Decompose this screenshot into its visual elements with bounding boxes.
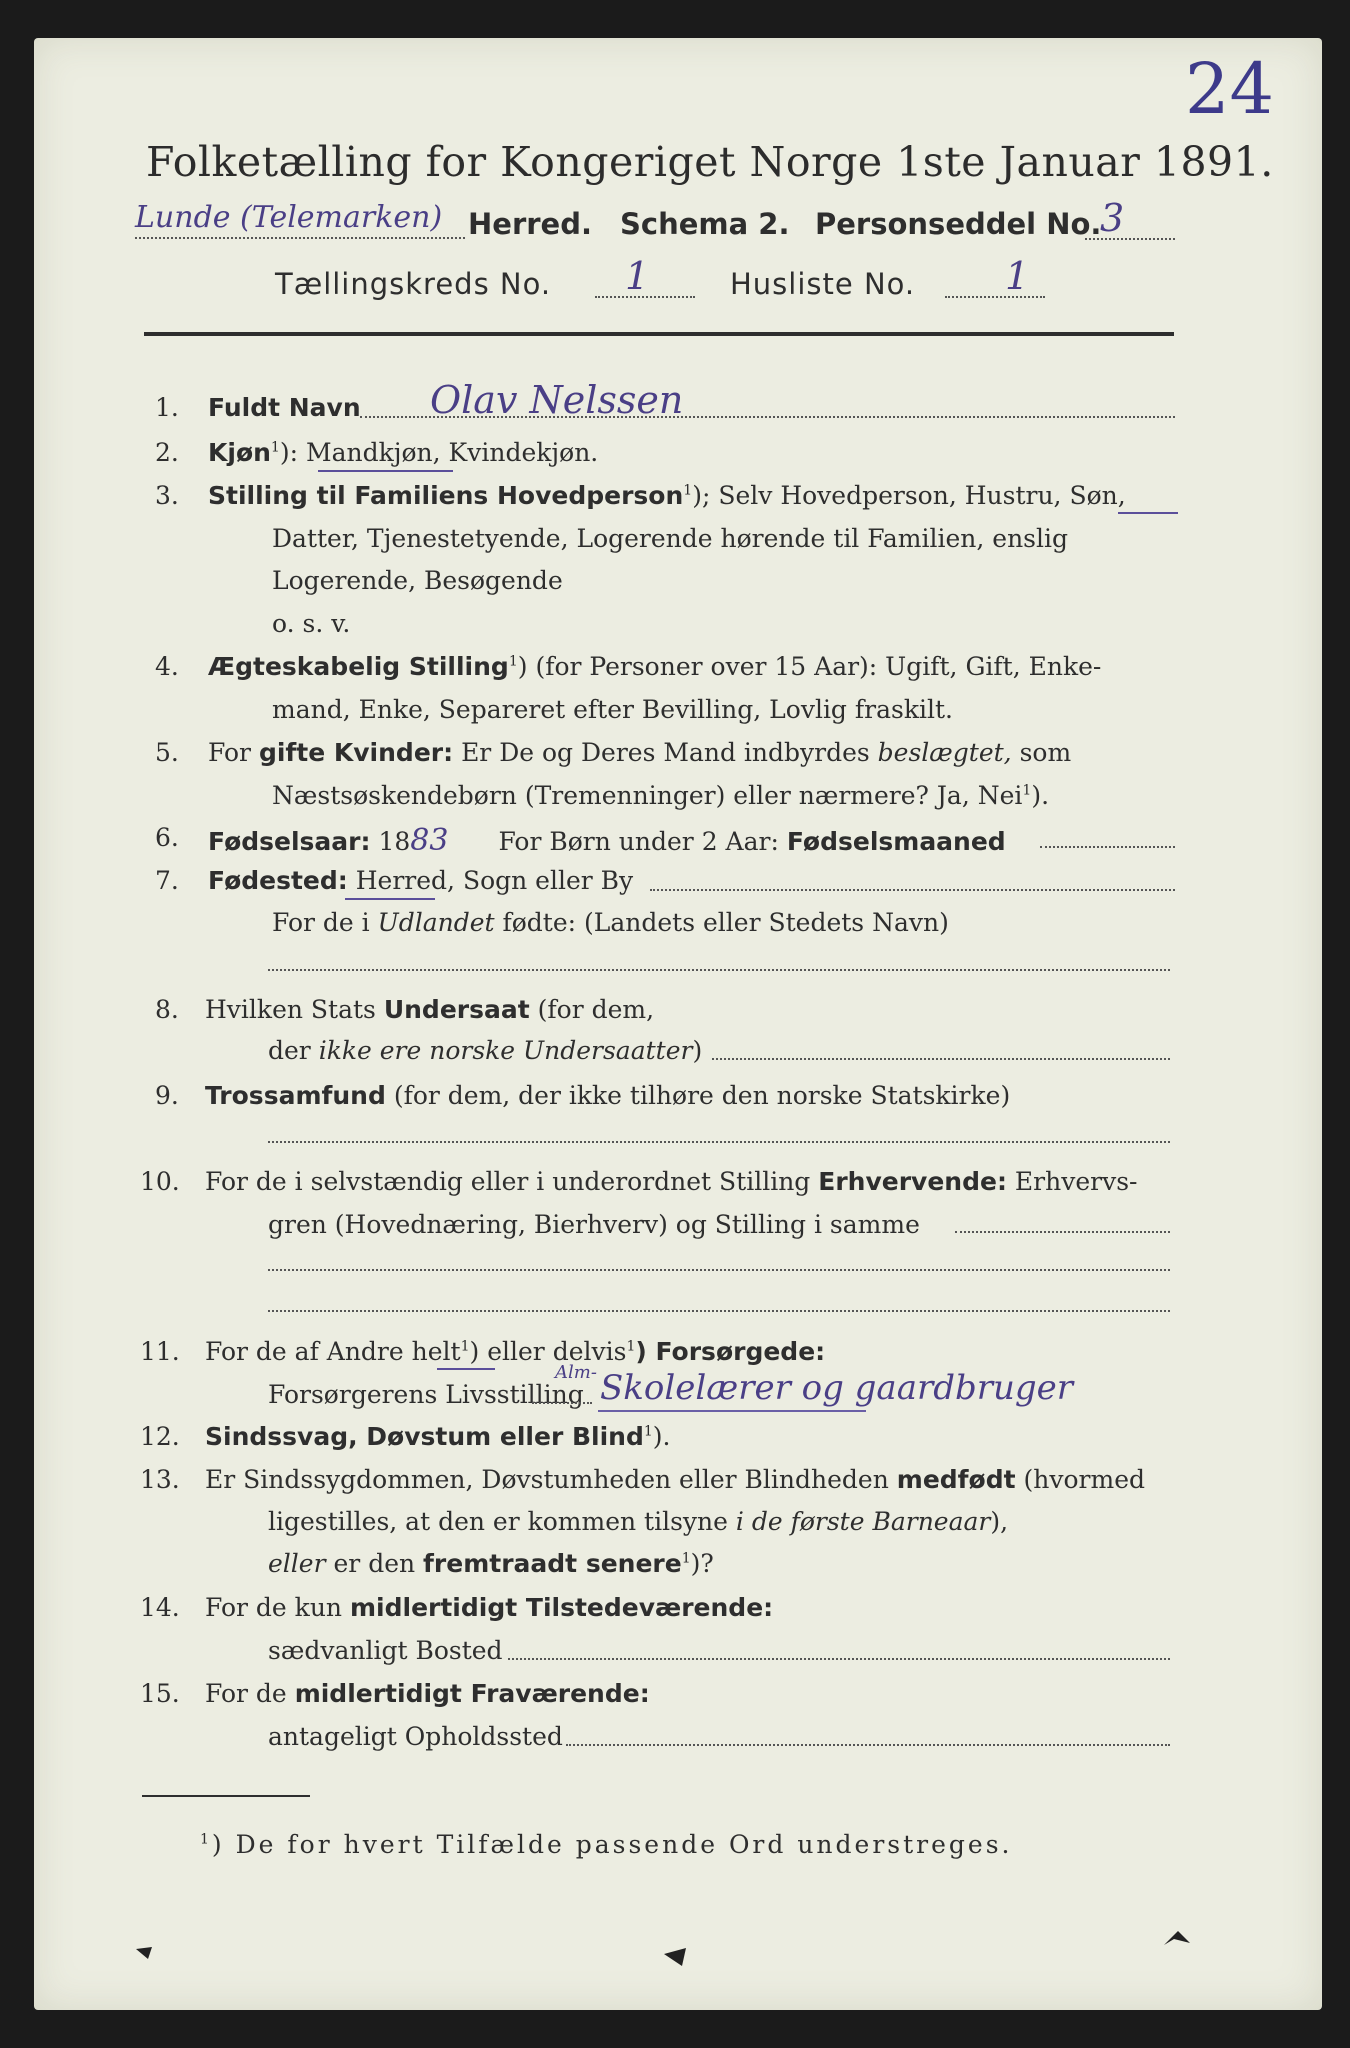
- item-11-sup-1: 1: [460, 1338, 470, 1355]
- item-15-number: 15.: [140, 1679, 180, 1708]
- item-5-line-2-text: Næstsøskendebørn (Tremenninger) eller nærmere? Ja, Nei: [272, 781, 1023, 810]
- item-1-label: Fuldt Navn: [208, 393, 361, 422]
- footnote-divider: [142, 1795, 310, 1797]
- item-2-rest: ):: [279, 438, 299, 467]
- item-8-dotted-line: [712, 1058, 1170, 1060]
- personseddel-label: Personseddel No.: [815, 207, 1102, 241]
- item-6-year-handwritten: 83: [410, 823, 449, 858]
- item-3-line-1: [208, 481, 1126, 510]
- item-14-pre: For de kun: [205, 1593, 343, 1622]
- item-7-udlandet: Udlandet: [377, 908, 495, 937]
- item-2-opt-kvindekjon: , Kvindekjøn.: [432, 438, 599, 467]
- item-1-answer: Olav Nelssen: [430, 378, 684, 422]
- item-7-line-1: [208, 866, 633, 895]
- item-8-line-2-pre: der: [268, 1036, 311, 1065]
- item-15-pre: For de: [205, 1679, 287, 1708]
- item-6-line: [208, 823, 1006, 858]
- item-13-line-2-end: ),: [990, 1507, 1009, 1536]
- item-7-line-2-rest: fødte: (Landets eller Stedets Navn): [502, 908, 949, 937]
- herred-handwritten: Lunde (Telemarken): [135, 200, 443, 235]
- item-8-line-2-italic: ikke ere norske Undersaatter: [318, 1036, 693, 1065]
- item-4-sup: 1: [508, 653, 518, 670]
- item-8-pre: Hvilken Stats: [205, 995, 376, 1024]
- item-9-line: [205, 1081, 1010, 1110]
- item-10-dotted-line-2: [268, 1269, 1170, 1271]
- item-3-line-2: Datter, Tjenestetyende, Logerende hørende til Familien, enslig: [272, 524, 1069, 553]
- item-13-line-3-mid: er den: [333, 1549, 416, 1578]
- item-7-line-2: [272, 908, 949, 937]
- item-3-number: 3.: [155, 481, 179, 510]
- item-13-line-3-italic: eller: [268, 1549, 326, 1578]
- item-11-underline: [437, 1368, 495, 1370]
- item-9-label: Trossamfund: [205, 1081, 386, 1110]
- item-10-dotted-line-3: [268, 1310, 1170, 1312]
- taellingskreds-label: Tællingskreds No.: [275, 267, 552, 301]
- schema-label: Schema 2.: [620, 207, 790, 241]
- herred-label: Herred.: [468, 207, 592, 241]
- header-divider: [144, 332, 1174, 336]
- item-13-sup: 1: [681, 1550, 691, 1567]
- item-13-line-3: [268, 1549, 714, 1578]
- item-11-helt: helt: [411, 1337, 461, 1366]
- item-7-label: Fødested:: [208, 866, 348, 895]
- item-2-opt-mandkjon: Mandkjøn: [305, 438, 433, 467]
- item-3-underline: [1118, 512, 1178, 514]
- item-5-beslaegtet: beslægtet,: [877, 738, 1012, 767]
- item-10-line-1: [205, 1167, 1137, 1196]
- item-15-label: midlertidigt Fraværende:: [294, 1679, 650, 1708]
- taellingskreds-dotted-line: [595, 296, 695, 298]
- item-9-dotted-line: [268, 1141, 1170, 1143]
- item-8-label: Undersaat: [383, 995, 530, 1024]
- item-11-line-1: [205, 1337, 825, 1366]
- item-7-underline: [345, 898, 435, 900]
- item-8-line-2: [268, 1036, 702, 1065]
- husliste-dotted-line: [945, 296, 1045, 298]
- item-11-number: 11.: [140, 1337, 180, 1366]
- item-5-line-2: [272, 781, 1049, 810]
- item-13-line-3-bold: fremtraadt senere: [423, 1549, 682, 1578]
- item-6-mid: For Børn under 2 Aar:: [498, 827, 779, 856]
- item-11-label: ) Forsørgede:: [635, 1337, 826, 1366]
- item-2-label: Kjøn: [208, 438, 271, 467]
- item-12-label: Sindssvag, Døvstum eller Blind: [205, 1422, 644, 1451]
- item-8-line-1: [205, 995, 654, 1024]
- item-2-line: [208, 438, 598, 467]
- item-5-rest: Er De og Deres Mand indbyrdes: [461, 738, 870, 767]
- item-2-number: 2.: [155, 438, 179, 467]
- item-7-rest: Sogn eller By: [462, 866, 634, 895]
- item-14-dotted-line: [508, 1658, 1170, 1660]
- item-3-line-3: Logerende, Besøgende: [272, 566, 563, 595]
- item-15-line-1: [205, 1679, 650, 1708]
- item-5-number: 5.: [155, 738, 179, 767]
- item-6-number: 6.: [155, 823, 179, 852]
- item-5-label: gifte Kvinder:: [258, 738, 454, 767]
- item-14-line-1: [205, 1593, 773, 1622]
- item-3-sup: 1: [683, 482, 693, 499]
- item-14-number: 14.: [140, 1593, 180, 1622]
- item-11-pre: For de af Andre: [205, 1337, 404, 1366]
- item-7-dotted-line-2: [268, 969, 1170, 971]
- item-10-pre: For de i selvstændig eller i underordnet Stilling: [205, 1167, 811, 1196]
- item-2-sup: 1: [270, 439, 280, 456]
- item-9-number: 9.: [155, 1081, 179, 1110]
- item-5-line-2-end: ).: [1031, 781, 1050, 810]
- item-15-line-2: antageligt Opholdssted: [268, 1722, 563, 1751]
- ink-mark-center: [660, 1940, 700, 1970]
- item-4-number: 4.: [155, 652, 179, 681]
- item-3-label: Stilling til Familiens Hovedperson: [208, 481, 684, 510]
- item-11-mid: ) eller delvis: [469, 1337, 627, 1366]
- item-10-number: 10.: [140, 1167, 180, 1196]
- item-6-label: Fødselsaar:: [208, 827, 371, 856]
- item-5-sup: 1: [1022, 782, 1032, 799]
- taellingskreds-value: 1: [625, 254, 650, 298]
- item-3-rest: ); Selv Hovedperson, Hustru,: [692, 481, 1062, 510]
- item-11-answer-small: Alm-: [555, 1362, 597, 1383]
- item-11-answer-stroke: [598, 1410, 866, 1412]
- item-6-dotted-line: [1040, 846, 1175, 848]
- item-13-line-2-pre: ligestilles, at den er kommen tilsyne: [268, 1507, 728, 1536]
- item-14-label: midlertidigt Tilstedeværende:: [349, 1593, 774, 1622]
- ink-mark-left: [130, 1935, 170, 1965]
- item-2-underline: [318, 470, 453, 472]
- personseddel-dotted-line: [1085, 238, 1175, 240]
- item-8-line-2-end: ): [692, 1036, 703, 1065]
- item-13-rest: (hvormed: [1023, 1465, 1146, 1494]
- item-7-line-2-pre: For de i: [272, 908, 370, 937]
- item-5-line-1: [208, 738, 1071, 767]
- item-13-line-2: [268, 1507, 1008, 1536]
- item-13-line-1: [205, 1465, 1145, 1494]
- item-6-year-prefix: 18: [378, 827, 411, 856]
- item-5-som: som: [1019, 738, 1072, 767]
- item-10-label: Erhvervende:: [818, 1167, 1007, 1196]
- item-1-dotted-line: [360, 416, 1175, 418]
- item-5-pre: For: [208, 738, 251, 767]
- item-15-dotted-line: [566, 1744, 1170, 1746]
- item-13-number: 13.: [140, 1465, 180, 1494]
- item-4-line-2: mand, Enke, Separeret efter Bevilling, Lovlig fraskilt.: [272, 695, 953, 724]
- form-title: Folketælling for Kongeriget Norge 1ste Januar 1891.: [146, 138, 1274, 186]
- footnote-text: ) De for hvert Tilfælde passende Ord understreges.: [211, 1830, 1013, 1859]
- item-4-rest: ) (for Personer over 15 Aar): Ugift, Gift, Enke-: [517, 652, 1102, 681]
- item-7-herred: Herred,: [355, 866, 455, 895]
- item-13-line-3-end: )?: [690, 1549, 714, 1578]
- ink-mark-right: [1160, 1925, 1200, 1955]
- husliste-value: 1: [1005, 254, 1030, 298]
- husliste-label: Husliste No.: [730, 267, 916, 301]
- item-12-line: [205, 1422, 671, 1451]
- item-7-dotted-line-1: [650, 889, 1175, 891]
- item-8-rest: (for dem,: [537, 995, 655, 1024]
- item-10-dotted-line-1: [955, 1231, 1170, 1233]
- item-4-label: Ægteskabelig Stilling: [208, 652, 509, 681]
- item-6-label-2: Fødselsmaaned: [786, 827, 1006, 856]
- item-11-sup-2: 1: [626, 1338, 636, 1355]
- item-13-pre: Er Sindssygdommen, Døvstumheden eller Blindheden: [205, 1465, 889, 1494]
- item-3-line-4: o. s. v.: [272, 609, 351, 638]
- item-14-line-2: sædvanligt Bosted: [268, 1636, 503, 1665]
- personseddel-value: 3: [1100, 196, 1125, 240]
- item-12-end: ).: [652, 1422, 671, 1451]
- item-3-son: Søn,: [1069, 481, 1126, 510]
- footnote-sup: 1: [200, 1831, 212, 1848]
- item-1-number: 1.: [155, 393, 179, 422]
- footnote: [200, 1830, 1012, 1859]
- item-11-line-2: Forsørgerens Livsstilling: [268, 1380, 584, 1409]
- item-7-number: 7.: [155, 866, 179, 895]
- item-12-number: 12.: [140, 1422, 180, 1451]
- item-8-number: 8.: [155, 995, 179, 1024]
- item-4-line-1: [208, 652, 1101, 681]
- item-13-line-2-italic: i de første Barneaar: [735, 1507, 991, 1536]
- item-10-line-2: gren (Hovednæring, Bierhverv) og Stilling i samme: [268, 1210, 920, 1239]
- page-number: 24: [1185, 48, 1275, 130]
- item-12-sup: 1: [643, 1423, 653, 1440]
- item-10-rest: Erhvervs-: [1014, 1167, 1138, 1196]
- item-11-answer: Skolelærer og gaardbruger: [600, 1368, 1074, 1408]
- item-9-rest: (for dem, der ikke tilhøre den norske Statskirke): [393, 1081, 1011, 1110]
- item-13-label: medfødt: [896, 1465, 1016, 1494]
- herred-dotted-line: [135, 237, 465, 239]
- item-11-dotted-line: [532, 1402, 592, 1404]
